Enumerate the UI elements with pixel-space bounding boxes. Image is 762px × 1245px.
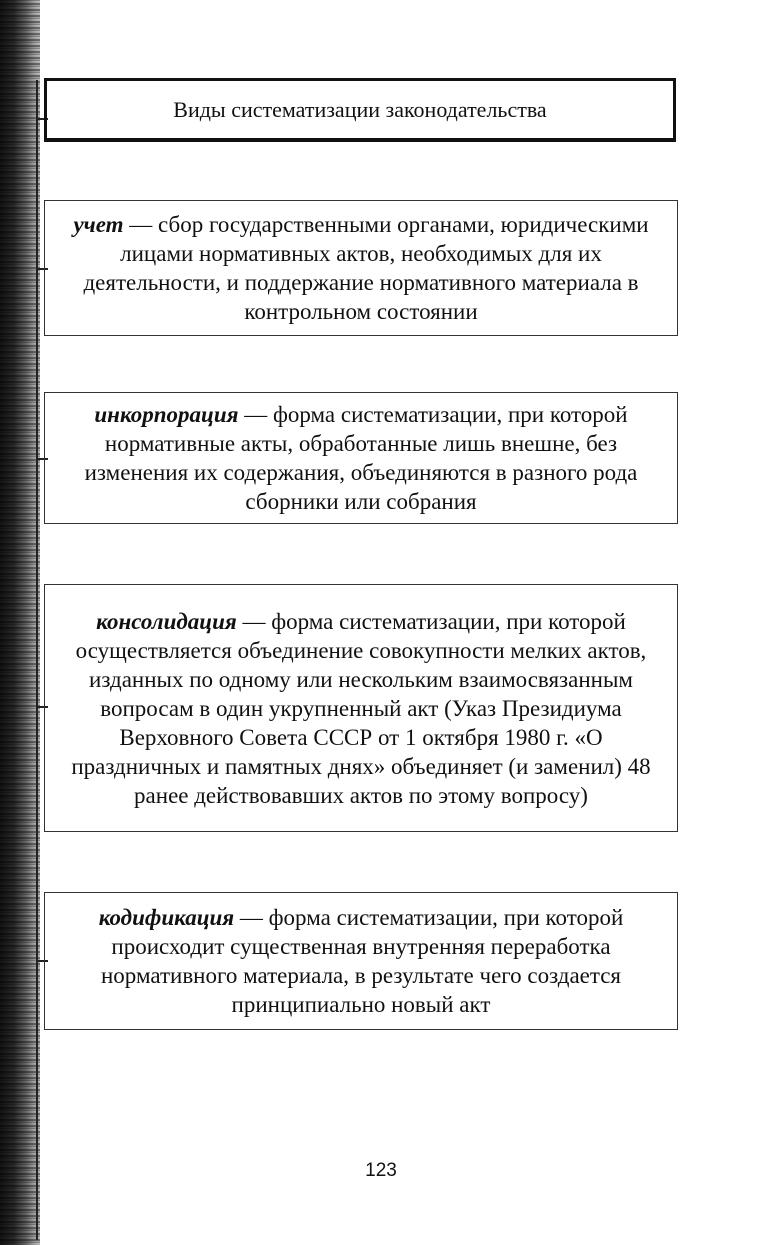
diagram-title: Виды систематизации законодательства <box>173 96 547 122</box>
diagram-title-box <box>44 78 676 142</box>
definition-text <box>53 400 669 516</box>
dash: — <box>123 212 159 237</box>
definition: форма систематизации, при которой нормативные акты, обработанные лишь внешне, без изменения их содержания, объединяются в разного рода сборники или собрания <box>84 402 638 514</box>
dash: — <box>236 608 272 634</box>
term: инкорпорация <box>94 402 239 427</box>
definition: форма систематизации, при которой происходит существенная внутренняя переработка нормативного материала, в результате чего создается принципиально новый акт <box>100 905 624 1017</box>
term: консолидация <box>96 608 237 634</box>
definition-box-inkorporaciya <box>44 392 678 524</box>
dash: — <box>238 402 273 427</box>
term: кодификация <box>98 905 235 930</box>
definition-box-uchet <box>44 200 678 336</box>
definition: сбор государственными органами, юридическими лицами нормативных актов, необходимых для их деятельности, и поддержание нормативного материала в контрольном состоянии <box>83 212 649 324</box>
definition: форма систематизации, при которой осуществляется объединение совокупности мелких актов, изданных по одному или нескольким взаимосвязанным вопросам в один укрупненный акт (Указ Президиума Верховного Совета СССР от 1 октября 1980 г. «О праздничных и памятных днях» объединяет (и заменил) 48 ранее действовавших актов по этому вопросу) <box>71 608 651 808</box>
definition-box-kodifikaciya <box>44 892 678 1030</box>
term: учет <box>73 212 124 237</box>
book-spine-shadow <box>0 0 40 1245</box>
definition-box-konsolidaciya <box>44 584 678 832</box>
definition-text <box>53 210 669 326</box>
diagram-connector-line <box>36 80 38 1240</box>
definition-text <box>53 607 669 810</box>
page-number: 123 <box>365 1160 397 1181</box>
definition-text <box>53 903 669 1019</box>
dash: — <box>234 905 269 930</box>
